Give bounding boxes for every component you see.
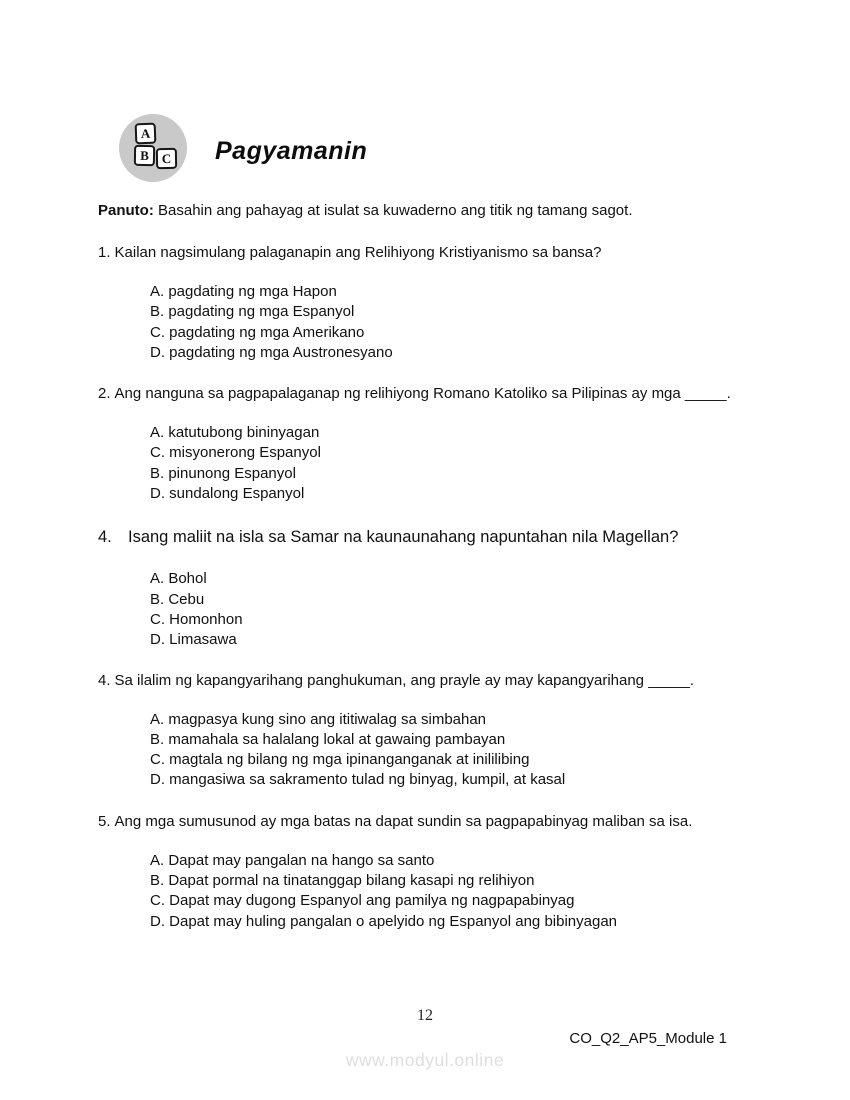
question-text xyxy=(98,672,798,690)
answer-options xyxy=(150,423,798,504)
answer-option: D. sundalong Espanyol xyxy=(150,485,305,503)
question-text xyxy=(98,244,798,262)
instruction-text: Basahin ang pahayag at isulat sa kuwaderno ang titik ng tamang sagot. xyxy=(158,202,633,219)
answer-options xyxy=(150,282,798,363)
answer-option: B. pagdating ng mga Espanyol xyxy=(150,303,355,321)
answer-option: B. mamahala sa halalang lokal at gawaing pambayan xyxy=(150,730,506,748)
answer-option: D. mangasiwa sa sakramento tulad ng binyag, kumpil, at kasal xyxy=(150,771,566,789)
question-text xyxy=(98,813,798,831)
question xyxy=(98,813,798,932)
answer-options xyxy=(150,569,798,650)
answer-option: A. Dapat may pangalan na hango sa santo xyxy=(150,851,435,869)
question-body: Ang mga sumusunod ay mga batas na dapat sundin sa pagpapabinyag maliban sa isa. xyxy=(114,812,693,830)
question-number: 1. xyxy=(98,244,111,261)
question xyxy=(98,385,798,504)
question-number: 4. xyxy=(98,528,112,547)
answer-option: D. pagdating ng mga Austronesyano xyxy=(150,343,393,361)
question-body: Kailan nagsimulang palaganapin ang Relihiyong Kristiyanismo sa bansa? xyxy=(114,244,602,261)
answer-option: B. Cebu xyxy=(150,590,205,608)
instruction-line xyxy=(98,202,798,220)
question-number: 5. xyxy=(98,812,111,830)
question xyxy=(98,672,798,791)
question-body: Ang nanguna sa pagpapalaganap ng relihiyong Romano Katoliko sa Pilipinas ay mga _____. xyxy=(114,385,731,403)
worksheet-content xyxy=(98,202,798,954)
question-number: 2. xyxy=(98,385,111,403)
question xyxy=(98,244,798,363)
question-text xyxy=(98,385,798,403)
abc-blocks-icon xyxy=(119,114,187,182)
instruction-label: Panuto: xyxy=(98,202,154,219)
answer-option: C. misyonerong Espanyol xyxy=(150,444,321,462)
answer-option: C. magtala ng bilang ng mga ipinanganganak at inililibing xyxy=(150,751,530,769)
module-code: CO_Q2_AP5_Module 1 xyxy=(569,1030,727,1047)
block-letter-a: A xyxy=(135,123,157,145)
question-text xyxy=(98,526,798,548)
answer-option: A. katutubong bininyagan xyxy=(150,424,320,442)
question-number: 4. xyxy=(98,671,111,689)
answer-options xyxy=(150,851,798,932)
block-letter-b: B xyxy=(134,145,155,166)
answer-option: B. Dapat pormal na tinatanggap bilang kasapi ng relihiyon xyxy=(150,872,535,890)
answer-option: C. Dapat may dugong Espanyol ang pamilya ng nagpapabinyag xyxy=(150,892,575,910)
question-body: Isang maliit na isla sa Samar na kaunaunahang napuntahan nila Magellan? xyxy=(128,528,679,547)
page-title: Pagyamanin xyxy=(215,137,368,165)
questions xyxy=(98,244,798,932)
answer-options xyxy=(150,710,798,791)
answer-option: A. Bohol xyxy=(150,570,207,588)
answer-option: B. pinunong Espanyol xyxy=(150,464,296,482)
answer-option: D. Dapat may huling pangalan o apelyido ng Espanyol ang bibinyagan xyxy=(150,912,617,930)
answer-option: C. pagdating ng mga Amerikano xyxy=(150,323,365,341)
question-body: Sa ilalim ng kapangyarihang panghukuman, ang prayle ay may kapangyarihang _____. xyxy=(114,671,695,689)
question xyxy=(98,526,798,650)
answer-option: C. Homonhon xyxy=(150,610,243,628)
answer-option: A. magpasya kung sino ang ititiwalag sa simbahan xyxy=(150,710,487,728)
page-number: 12 xyxy=(417,1007,433,1024)
answer-option: D. Limasawa xyxy=(150,631,237,649)
watermark: www.modyul.online xyxy=(345,1050,505,1070)
block-letter-c: C xyxy=(156,148,177,169)
answer-option: A. pagdating ng mga Hapon xyxy=(150,283,337,300)
